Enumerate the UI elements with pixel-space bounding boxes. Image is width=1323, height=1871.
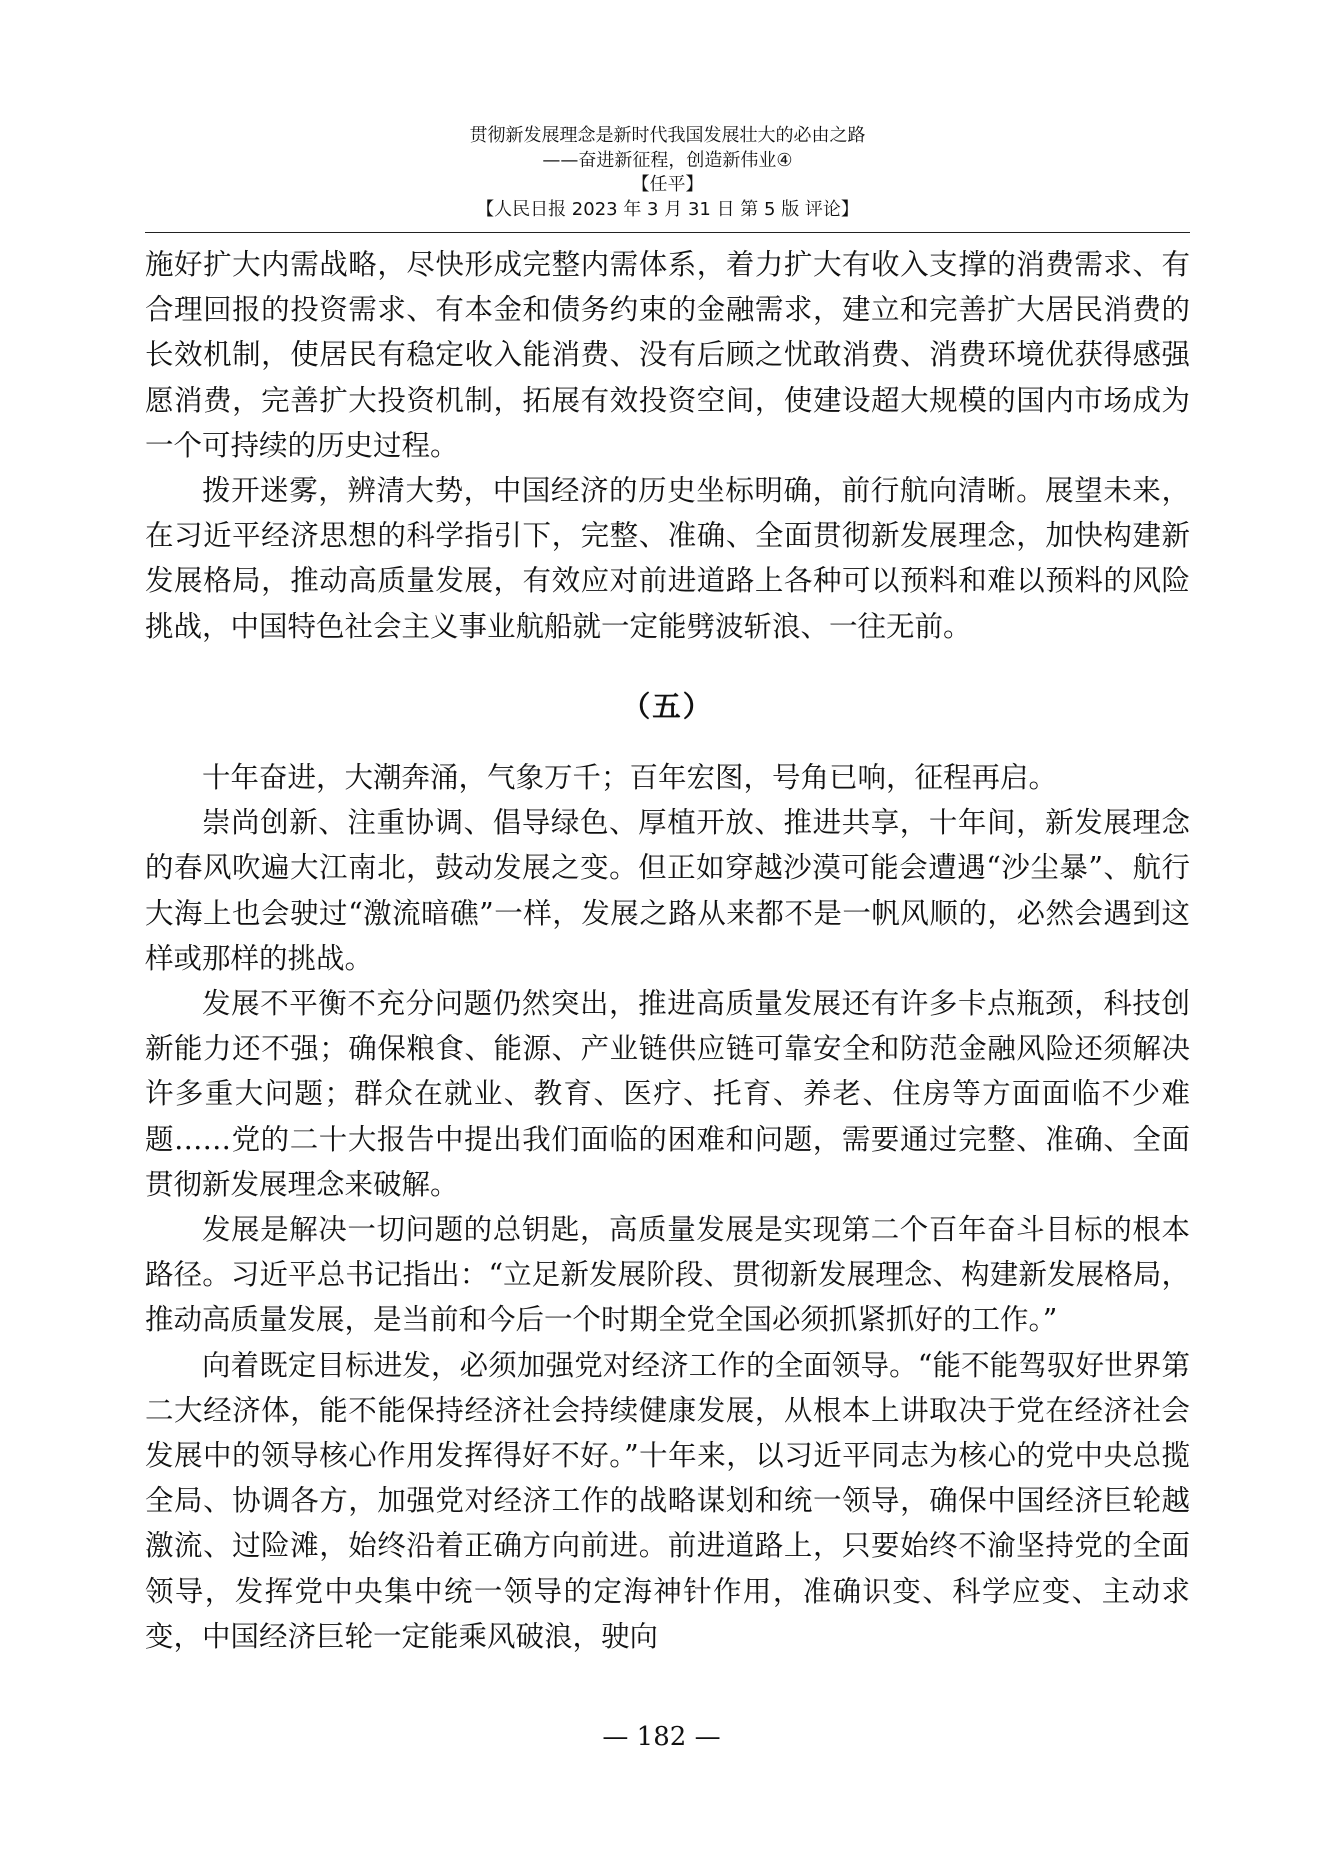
paragraph: 发展是解决一切问题的总钥匙，高质量发展是实现第二个百年奋斗目标的根本路径。习近平总书记指出：“立足新发展阶段、贯彻新发展理念、构建新发展格局，推动高质量发展，是当前和今后一个时期全党全国必须抓紧抓好的工作。” [145,1213,1190,1337]
header-divider [145,232,1190,233]
article-subtitle: ——奋进新征程，创造新伟业④ [542,149,793,171]
article-body [145,242,1190,1659]
paragraph: 崇尚创新、注重协调、倡导绿色、厚植开放、推进共享，十年间，新发展理念的春风吹遍大江南北，鼓动发展之变。但正如穿越沙漠可能会遭遇“沙尘暴”、航行大海上也会驶过“激流暗礁”一样，发展之路从来都不是一帆风顺的，必然会遇到这样或那样的挑战。 [145,806,1190,975]
paragraph: 拨开迷雾，辨清大势，中国经济的历史坐标明确，前行航向清晰。展望未来，在习近平经济思想的科学指引下，完整、准确、全面贯彻新发展理念，加快构建新发展格局，推动高质量发展，有效应对前进道路上各种可以预料和难以预料的风险挑战，中国特色社会主义事业航船就一定能劈波斩浪、一往无前。 [145,474,1190,643]
article-title: 贯彻新发展理念是新时代我国发展壮大的必由之路 [469,125,866,146]
paragraph: 向着既定目标进发，必须加强党对经济工作的全面领导。“能不能驾驭好世界第二大经济体，能不能保持经济社会持续健康发展，从根本上讲取决于党在经济社会发展中的领导核心作用发挥得好不好。”十年来，以习近平同志为核心的党中央总揽全局、协调各方，加强党对经济工作的战略谋划和统一领导，确保中国经济巨轮越激流、过险滩，始终沿着正确方向前进。前进道路上，只要始终不渝坚持党的全面领导，发挥党中央集中统一领导的定海神针作用，准确识变、科学应变、主动求变，中国经济巨轮一定能乘风破浪，驶向 [145,1348,1190,1653]
paragraph: 发展不平衡不充分问题仍然突出，推进高质量发展还有许多卡点瓶颈，科技创新能力还不强；确保粮食、能源、产业链供应链可靠安全和防范金融风险还须解决许多重大问题；群众在就业、教育、医疗、托育、养老、住房等方面面临不少难题……党的二十大报告中提出我们面临的困难和问题，需要通过完整、准确、全面贯彻新发展理念来破解。 [145,987,1190,1201]
article-source: 【人民日报 2023 年 3 月 31 日 第 5 版 评论】 [476,198,859,220]
paragraph-continued: 施好扩大内需战略，尽快形成完整内需体系，着力扩大有收入支撑的消费需求、有合理回报的投资需求、有本金和债务约束的金融需求，建立和完善扩大居民消费的长效机制，使居民有稳定收入能消费、没有后顾之忧敢消费、消费环境优获得感强愿消费，完善扩大投资机制，拓展有效投资空间，使建设超大规模的国内市场成为一个可持续的历史过程。 [145,248,1190,462]
section-heading: （五） [621,688,714,723]
article-author: 【任平】 [631,174,704,195]
paragraph: 十年奋进，大潮奔涌，气象万千；百年宏图，号角已响，征程再启。 [202,761,1058,795]
article-header [145,124,1190,222]
page-number: — 182 — [602,1722,721,1752]
